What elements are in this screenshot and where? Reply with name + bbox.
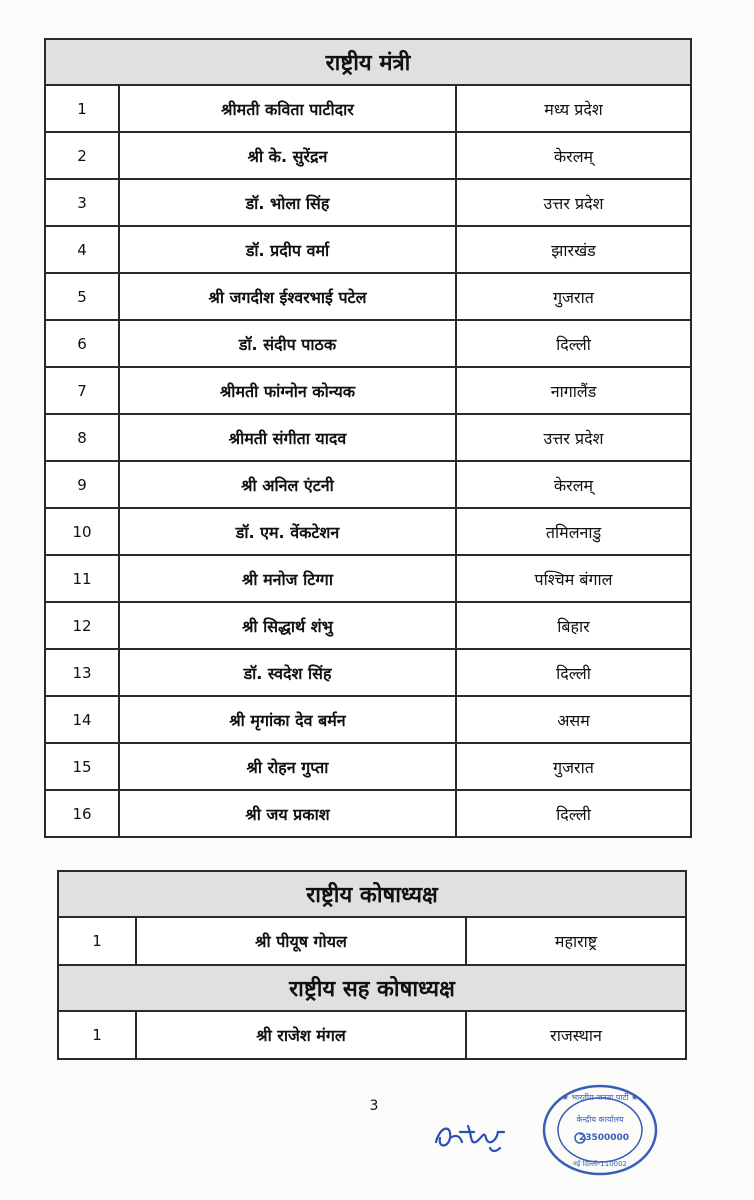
table-row xyxy=(58,917,686,965)
member-name: श्री मनोज टिग्गा xyxy=(119,555,456,602)
serial-number: 1 xyxy=(45,85,119,132)
member-state: गुजरात xyxy=(456,743,691,790)
table-row xyxy=(45,790,691,837)
member-name: श्री राजेश मंगल xyxy=(136,1011,466,1059)
member-state: तमिलनाडु xyxy=(456,508,691,555)
table-row xyxy=(45,367,691,414)
table-row xyxy=(45,320,691,367)
member-name: श्री रोहन गुप्ता xyxy=(119,743,456,790)
member-name: डॉ. एम. वेंकटेशन xyxy=(119,508,456,555)
table-row xyxy=(45,555,691,602)
serial-number: 11 xyxy=(45,555,119,602)
member-name: श्री सिद्धार्थ शंभु xyxy=(119,602,456,649)
table-row xyxy=(45,85,691,132)
table-row xyxy=(45,179,691,226)
ministers-section-title: राष्ट्रीय मंत्री xyxy=(45,39,691,85)
member-name: डॉ. प्रदीप वर्मा xyxy=(119,226,456,273)
svg-text:नई दिल्ली-110002: नई दिल्ली-110002 xyxy=(572,1160,628,1168)
serial-number: 9 xyxy=(45,461,119,508)
member-state: झारखंड xyxy=(456,226,691,273)
member-state: महाराष्ट्र xyxy=(466,917,686,965)
member-name: श्रीमती फांग्नोन कोन्यक xyxy=(119,367,456,414)
table-row xyxy=(45,696,691,743)
table-row xyxy=(45,743,691,790)
member-state: दिल्ली xyxy=(456,790,691,837)
member-state: केरलम् xyxy=(456,461,691,508)
serial-number: 1 xyxy=(58,917,136,965)
table-row xyxy=(45,414,691,461)
table-row xyxy=(45,649,691,696)
treasurer-table xyxy=(57,870,687,1060)
co-treasurer-section-title: राष्ट्रीय सह कोषाध्यक्ष xyxy=(58,965,686,1011)
page-number: 3 xyxy=(369,1098,379,1114)
party-seal-stamp xyxy=(540,1082,660,1178)
member-name: डॉ. संदीप पाठक xyxy=(119,320,456,367)
table-row xyxy=(45,508,691,555)
serial-number: 10 xyxy=(45,508,119,555)
serial-number: 15 xyxy=(45,743,119,790)
serial-number: 3 xyxy=(45,179,119,226)
member-state: मध्य प्रदेश xyxy=(456,85,691,132)
member-name: श्रीमती कविता पाटीदार xyxy=(119,85,456,132)
serial-number: 5 xyxy=(45,273,119,320)
serial-number: 16 xyxy=(45,790,119,837)
serial-number: 8 xyxy=(45,414,119,461)
member-state: बिहार xyxy=(456,602,691,649)
member-name: श्रीमती संगीता यादव xyxy=(119,414,456,461)
table-row xyxy=(45,461,691,508)
ministers-table xyxy=(44,38,692,838)
table-row xyxy=(58,1011,686,1059)
table-row xyxy=(45,226,691,273)
member-name: श्री जगदीश ईश्वरभाई पटेल xyxy=(119,273,456,320)
member-state: दिल्ली xyxy=(456,320,691,367)
member-state: उत्तर प्रदेश xyxy=(456,179,691,226)
member-state: असम xyxy=(456,696,691,743)
serial-number: 2 xyxy=(45,132,119,179)
member-state: उत्तर प्रदेश xyxy=(456,414,691,461)
member-name: श्री मृगांका देव बर्मन xyxy=(119,696,456,743)
member-name: श्री अनिल एंटनी xyxy=(119,461,456,508)
serial-number: 6 xyxy=(45,320,119,367)
serial-number: 13 xyxy=(45,649,119,696)
table-row xyxy=(45,132,691,179)
svg-text:केन्द्रीय कार्यालय: केन्द्रीय कार्यालय xyxy=(576,1115,624,1124)
serial-number: 7 xyxy=(45,367,119,414)
signature-image xyxy=(430,1108,520,1160)
serial-number: 4 xyxy=(45,226,119,273)
member-name: श्री जय प्रकाश xyxy=(119,790,456,837)
member-state: दिल्ली xyxy=(456,649,691,696)
member-state: राजस्थान xyxy=(466,1011,686,1059)
serial-number: 14 xyxy=(45,696,119,743)
member-state: पश्चिम बंगाल xyxy=(456,555,691,602)
member-state: नागालैंड xyxy=(456,367,691,414)
table-row xyxy=(45,273,691,320)
treasurer-section-title: राष्ट्रीय कोषाध्यक्ष xyxy=(58,871,686,917)
member-state: गुजरात xyxy=(456,273,691,320)
table-row xyxy=(45,602,691,649)
member-state: केरलम् xyxy=(456,132,691,179)
member-name: श्री पीयूष गोयल xyxy=(136,917,466,965)
member-name: डॉ. भोला सिंह xyxy=(119,179,456,226)
member-name: श्री के. सुरेंद्रन xyxy=(119,132,456,179)
svg-text:★ भारतीय जनता पार्टी ★: ★ भारतीय जनता पार्टी ★ xyxy=(561,1093,639,1102)
serial-number: 12 xyxy=(45,602,119,649)
serial-number: 1 xyxy=(58,1011,136,1059)
svg-text:23500000: 23500000 xyxy=(578,1133,630,1143)
member-name: डॉ. स्वदेश सिंह xyxy=(119,649,456,696)
